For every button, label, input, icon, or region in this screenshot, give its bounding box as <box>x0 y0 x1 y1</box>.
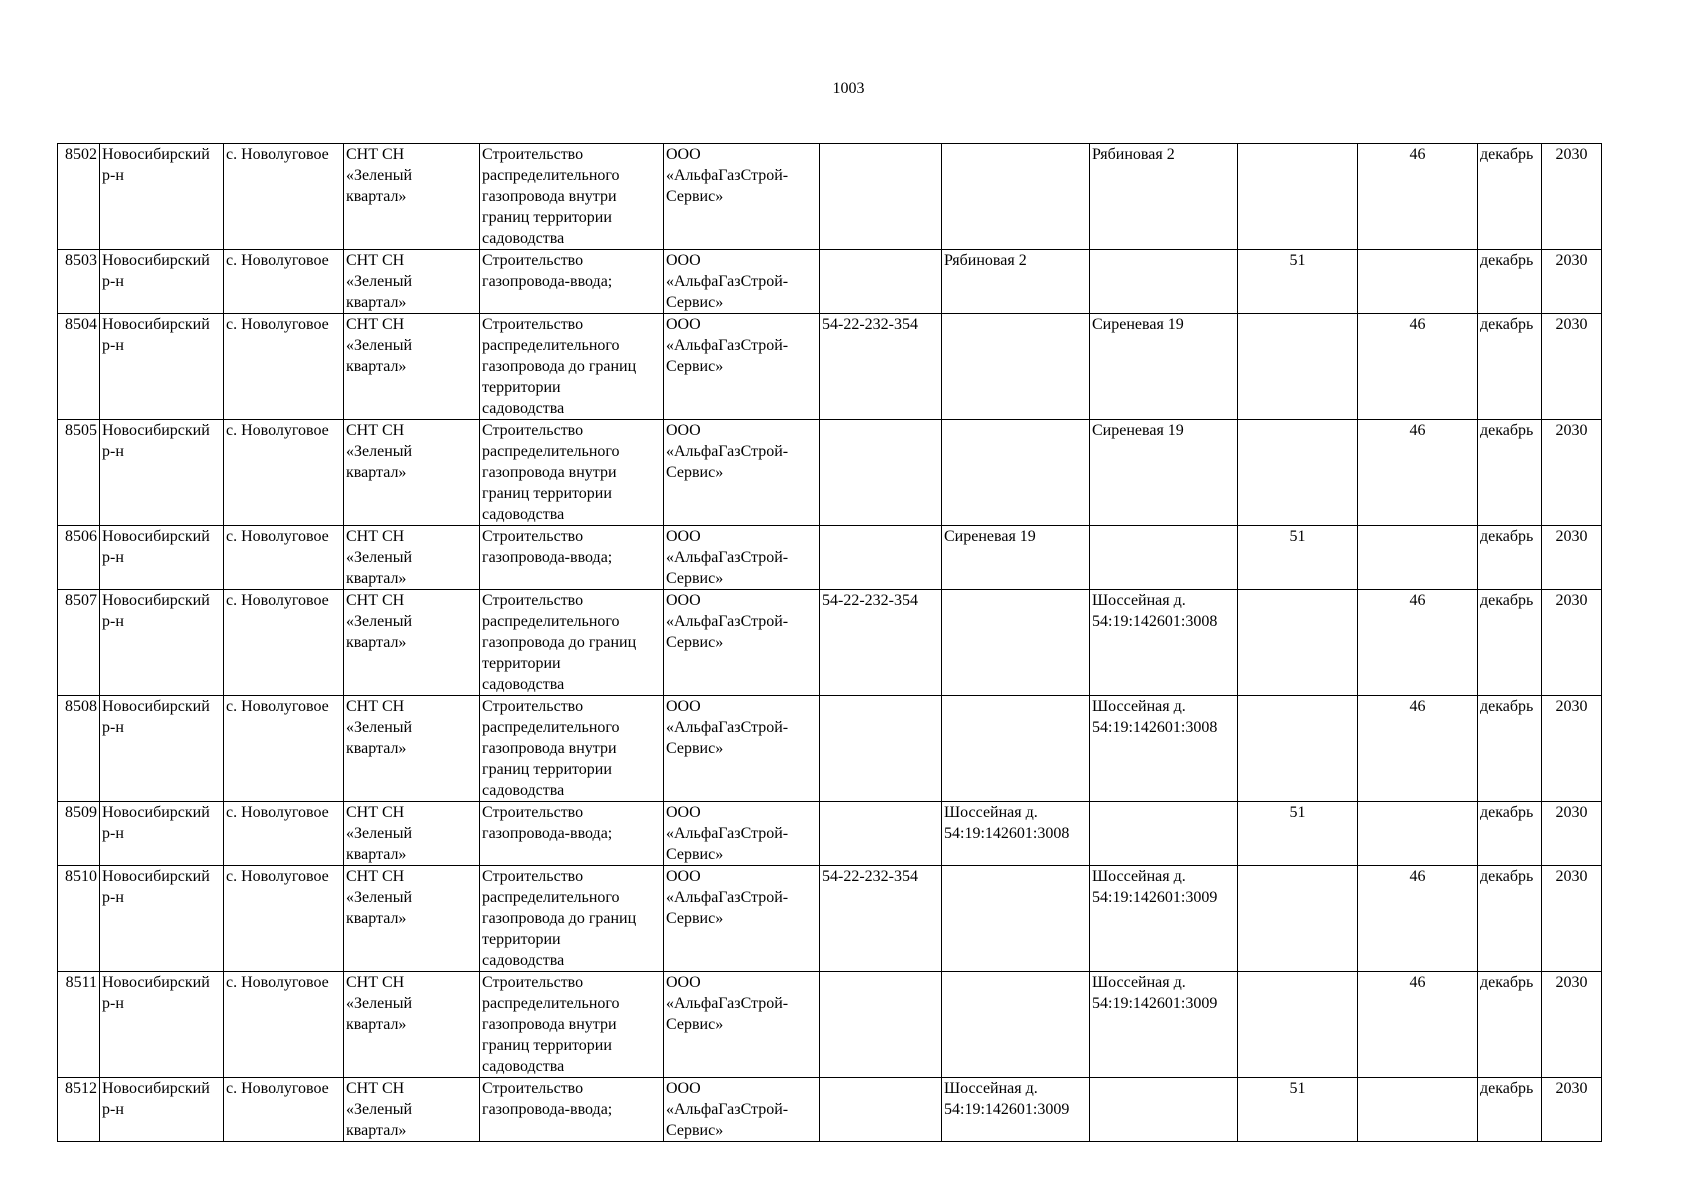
cell-locality: с. Новолуговое <box>224 696 344 802</box>
cell-year: 2030 <box>1542 590 1602 696</box>
cell-value-input: 51 <box>1238 526 1358 590</box>
cell-month: декабрь <box>1478 696 1542 802</box>
cell-contractor: ООО «АльфаГазСтрой- Сервис» <box>664 1078 820 1142</box>
cell-value-distribution: 46 <box>1358 420 1478 526</box>
table-row <box>58 866 1602 972</box>
cell-locality: с. Новолуговое <box>224 250 344 314</box>
cell-address-input <box>942 420 1090 526</box>
cell-value-distribution: 46 <box>1358 866 1478 972</box>
cell-id: 8504 <box>58 314 100 420</box>
cell-value-input <box>1238 866 1358 972</box>
cell-contractor: ООО «АльфаГазСтрой- Сервис» <box>664 972 820 1078</box>
cell-cadastre <box>820 144 942 250</box>
cell-district: Новосибирский р-н <box>100 866 224 972</box>
cell-year: 2030 <box>1542 696 1602 802</box>
table-row <box>58 590 1602 696</box>
cell-year: 2030 <box>1542 526 1602 590</box>
cell-locality: с. Новолуговое <box>224 526 344 590</box>
table-row <box>58 696 1602 802</box>
cell-district: Новосибирский р-н <box>100 1078 224 1142</box>
cell-address-distribution: Рябиновая 2 <box>1090 144 1238 250</box>
cell-address-input <box>942 696 1090 802</box>
data-table <box>57 143 1602 1142</box>
cell-year: 2030 <box>1542 1078 1602 1142</box>
cell-district: Новосибирский р-н <box>100 696 224 802</box>
cell-address-input: Шоссейная д. 54:19:142601:3008 <box>942 802 1090 866</box>
cell-value-distribution: 46 <box>1358 696 1478 802</box>
cell-value-input <box>1238 420 1358 526</box>
cell-org: СНТ СН «Зеленый квартал» <box>344 250 480 314</box>
cell-contractor: ООО «АльфаГазСтрой- Сервис» <box>664 866 820 972</box>
cell-address-input: Сиреневая 19 <box>942 526 1090 590</box>
cell-year: 2030 <box>1542 866 1602 972</box>
cell-value-distribution <box>1358 250 1478 314</box>
cell-address-distribution <box>1090 802 1238 866</box>
cell-year: 2030 <box>1542 802 1602 866</box>
cell-locality: с. Новолуговое <box>224 1078 344 1142</box>
cell-work: Строительство распределительного газопровода внутри границ территории садоводства <box>480 696 664 802</box>
cell-value-input <box>1238 972 1358 1078</box>
cell-address-distribution <box>1090 526 1238 590</box>
cell-cadastre <box>820 972 942 1078</box>
cell-address-distribution: Шоссейная д. 54:19:142601:3008 <box>1090 590 1238 696</box>
cell-month: декабрь <box>1478 802 1542 866</box>
cell-work: Строительство газопровода-ввода; <box>480 526 664 590</box>
cell-contractor: ООО «АльфаГазСтрой- Сервис» <box>664 250 820 314</box>
cell-contractor: ООО «АльфаГазСтрой- Сервис» <box>664 526 820 590</box>
cell-district: Новосибирский р-н <box>100 420 224 526</box>
cell-year: 2030 <box>1542 314 1602 420</box>
cell-month: декабрь <box>1478 420 1542 526</box>
cell-work: Строительство газопровода-ввода; <box>480 1078 664 1142</box>
cell-value-distribution <box>1358 802 1478 866</box>
cell-address-input: Шоссейная д. 54:19:142601:3009 <box>942 1078 1090 1142</box>
cell-district: Новосибирский р-н <box>100 802 224 866</box>
cell-value-input: 51 <box>1238 1078 1358 1142</box>
cell-value-input: 51 <box>1238 802 1358 866</box>
cell-month: декабрь <box>1478 250 1542 314</box>
cell-cadastre <box>820 420 942 526</box>
cell-year: 2030 <box>1542 144 1602 250</box>
page-number: 1003 <box>832 80 865 97</box>
cell-cadastre <box>820 1078 942 1142</box>
cell-district: Новосибирский р-н <box>100 526 224 590</box>
cell-year: 2030 <box>1542 250 1602 314</box>
cell-value-distribution: 46 <box>1358 590 1478 696</box>
cell-org: СНТ СН «Зеленый квартал» <box>344 866 480 972</box>
cell-locality: с. Новолуговое <box>224 972 344 1078</box>
cell-id: 8505 <box>58 420 100 526</box>
cell-locality: с. Новолуговое <box>224 590 344 696</box>
cell-value-input: 51 <box>1238 250 1358 314</box>
cell-cadastre <box>820 250 942 314</box>
cell-cadastre <box>820 802 942 866</box>
cell-address-distribution: Шоссейная д. 54:19:142601:3008 <box>1090 696 1238 802</box>
cell-value-input <box>1238 314 1358 420</box>
cell-cadastre <box>820 696 942 802</box>
cell-month: декабрь <box>1478 972 1542 1078</box>
cell-value-input <box>1238 590 1358 696</box>
cell-contractor: ООО «АльфаГазСтрой- Сервис» <box>664 420 820 526</box>
cell-org: СНТ СН «Зеленый квартал» <box>344 144 480 250</box>
cell-id: 8502 <box>58 144 100 250</box>
cell-district: Новосибирский р-н <box>100 250 224 314</box>
cell-district: Новосибирский р-н <box>100 144 224 250</box>
cell-month: декабрь <box>1478 144 1542 250</box>
cell-org: СНТ СН «Зеленый квартал» <box>344 972 480 1078</box>
cell-address-input <box>942 590 1090 696</box>
cell-work: Строительство газопровода-ввода; <box>480 250 664 314</box>
cell-work: Строительство распределительного газопровода внутри границ территории садоводства <box>480 144 664 250</box>
cell-org: СНТ СН «Зеленый квартал» <box>344 696 480 802</box>
cell-contractor: ООО «АльфаГазСтрой- Сервис» <box>664 696 820 802</box>
cell-address-input <box>942 314 1090 420</box>
cell-month: декабрь <box>1478 314 1542 420</box>
cell-contractor: ООО «АльфаГазСтрой- Сервис» <box>664 802 820 866</box>
cell-address-input <box>942 972 1090 1078</box>
table-row <box>58 314 1602 420</box>
cell-work: Строительство распределительного газопровода внутри границ территории садоводства <box>480 420 664 526</box>
table-row <box>58 526 1602 590</box>
cell-cadastre: 54-22-232-354 <box>820 590 942 696</box>
cell-value-input <box>1238 144 1358 250</box>
table-row <box>58 972 1602 1078</box>
cell-address-distribution: Сиреневая 19 <box>1090 314 1238 420</box>
cell-district: Новосибирский р-н <box>100 314 224 420</box>
table-row <box>58 1078 1602 1142</box>
cell-year: 2030 <box>1542 972 1602 1078</box>
cell-address-distribution: Сиреневая 19 <box>1090 420 1238 526</box>
cell-org: СНТ СН «Зеленый квартал» <box>344 314 480 420</box>
cell-org: СНТ СН «Зеленый квартал» <box>344 802 480 866</box>
cell-id: 8506 <box>58 526 100 590</box>
cell-address-distribution <box>1090 250 1238 314</box>
cell-locality: с. Новолуговое <box>224 144 344 250</box>
table-row <box>58 420 1602 526</box>
table-row <box>58 250 1602 314</box>
cell-work: Строительство распределительного газопровода до границ территории садоводства <box>480 590 664 696</box>
cell-locality: с. Новолуговое <box>224 866 344 972</box>
cell-month: декабрь <box>1478 590 1542 696</box>
cell-value-distribution: 46 <box>1358 972 1478 1078</box>
cell-locality: с. Новолуговое <box>224 802 344 866</box>
cell-address-input <box>942 144 1090 250</box>
cell-address-distribution: Шоссейная д. 54:19:142601:3009 <box>1090 972 1238 1078</box>
table-row <box>58 802 1602 866</box>
table-row <box>58 144 1602 250</box>
cell-id: 8511 <box>58 972 100 1078</box>
cell-address-distribution <box>1090 1078 1238 1142</box>
cell-id: 8507 <box>58 590 100 696</box>
cell-contractor: ООО «АльфаГазСтрой- Сервис» <box>664 314 820 420</box>
cell-work: Строительство распределительного газопровода до границ территории садоводства <box>480 314 664 420</box>
cell-work: Строительство распределительного газопровода внутри границ территории садоводства <box>480 972 664 1078</box>
cell-work: Строительство распределительного газопровода до границ территории садоводства <box>480 866 664 972</box>
cell-value-distribution: 46 <box>1358 314 1478 420</box>
cell-district: Новосибирский р-н <box>100 590 224 696</box>
cell-month: декабрь <box>1478 526 1542 590</box>
cell-id: 8508 <box>58 696 100 802</box>
cell-contractor: ООО «АльфаГазСтрой- Сервис» <box>664 590 820 696</box>
cell-id: 8510 <box>58 866 100 972</box>
cell-id: 8512 <box>58 1078 100 1142</box>
cell-org: СНТ СН «Зеленый квартал» <box>344 1078 480 1142</box>
cell-cadastre: 54-22-232-354 <box>820 314 942 420</box>
cell-contractor: ООО «АльфаГазСтрой- Сервис» <box>664 144 820 250</box>
cell-locality: с. Новолуговое <box>224 314 344 420</box>
cell-value-distribution: 46 <box>1358 144 1478 250</box>
cell-id: 8509 <box>58 802 100 866</box>
cell-locality: с. Новолуговое <box>224 420 344 526</box>
cell-district: Новосибирский р-н <box>100 972 224 1078</box>
cell-address-input <box>942 866 1090 972</box>
cell-value-distribution <box>1358 1078 1478 1142</box>
cell-org: СНТ СН «Зеленый квартал» <box>344 420 480 526</box>
cell-address-distribution: Шоссейная д. 54:19:142601:3009 <box>1090 866 1238 972</box>
cell-org: СНТ СН «Зеленый квартал» <box>344 590 480 696</box>
cell-cadastre <box>820 526 942 590</box>
cell-month: декабрь <box>1478 866 1542 972</box>
cell-value-distribution <box>1358 526 1478 590</box>
cell-year: 2030 <box>1542 420 1602 526</box>
cell-org: СНТ СН «Зеленый квартал» <box>344 526 480 590</box>
cell-cadastre: 54-22-232-354 <box>820 866 942 972</box>
cell-address-input: Рябиновая 2 <box>942 250 1090 314</box>
cell-id: 8503 <box>58 250 100 314</box>
cell-value-input <box>1238 696 1358 802</box>
cell-work: Строительство газопровода-ввода; <box>480 802 664 866</box>
cell-month: декабрь <box>1478 1078 1542 1142</box>
